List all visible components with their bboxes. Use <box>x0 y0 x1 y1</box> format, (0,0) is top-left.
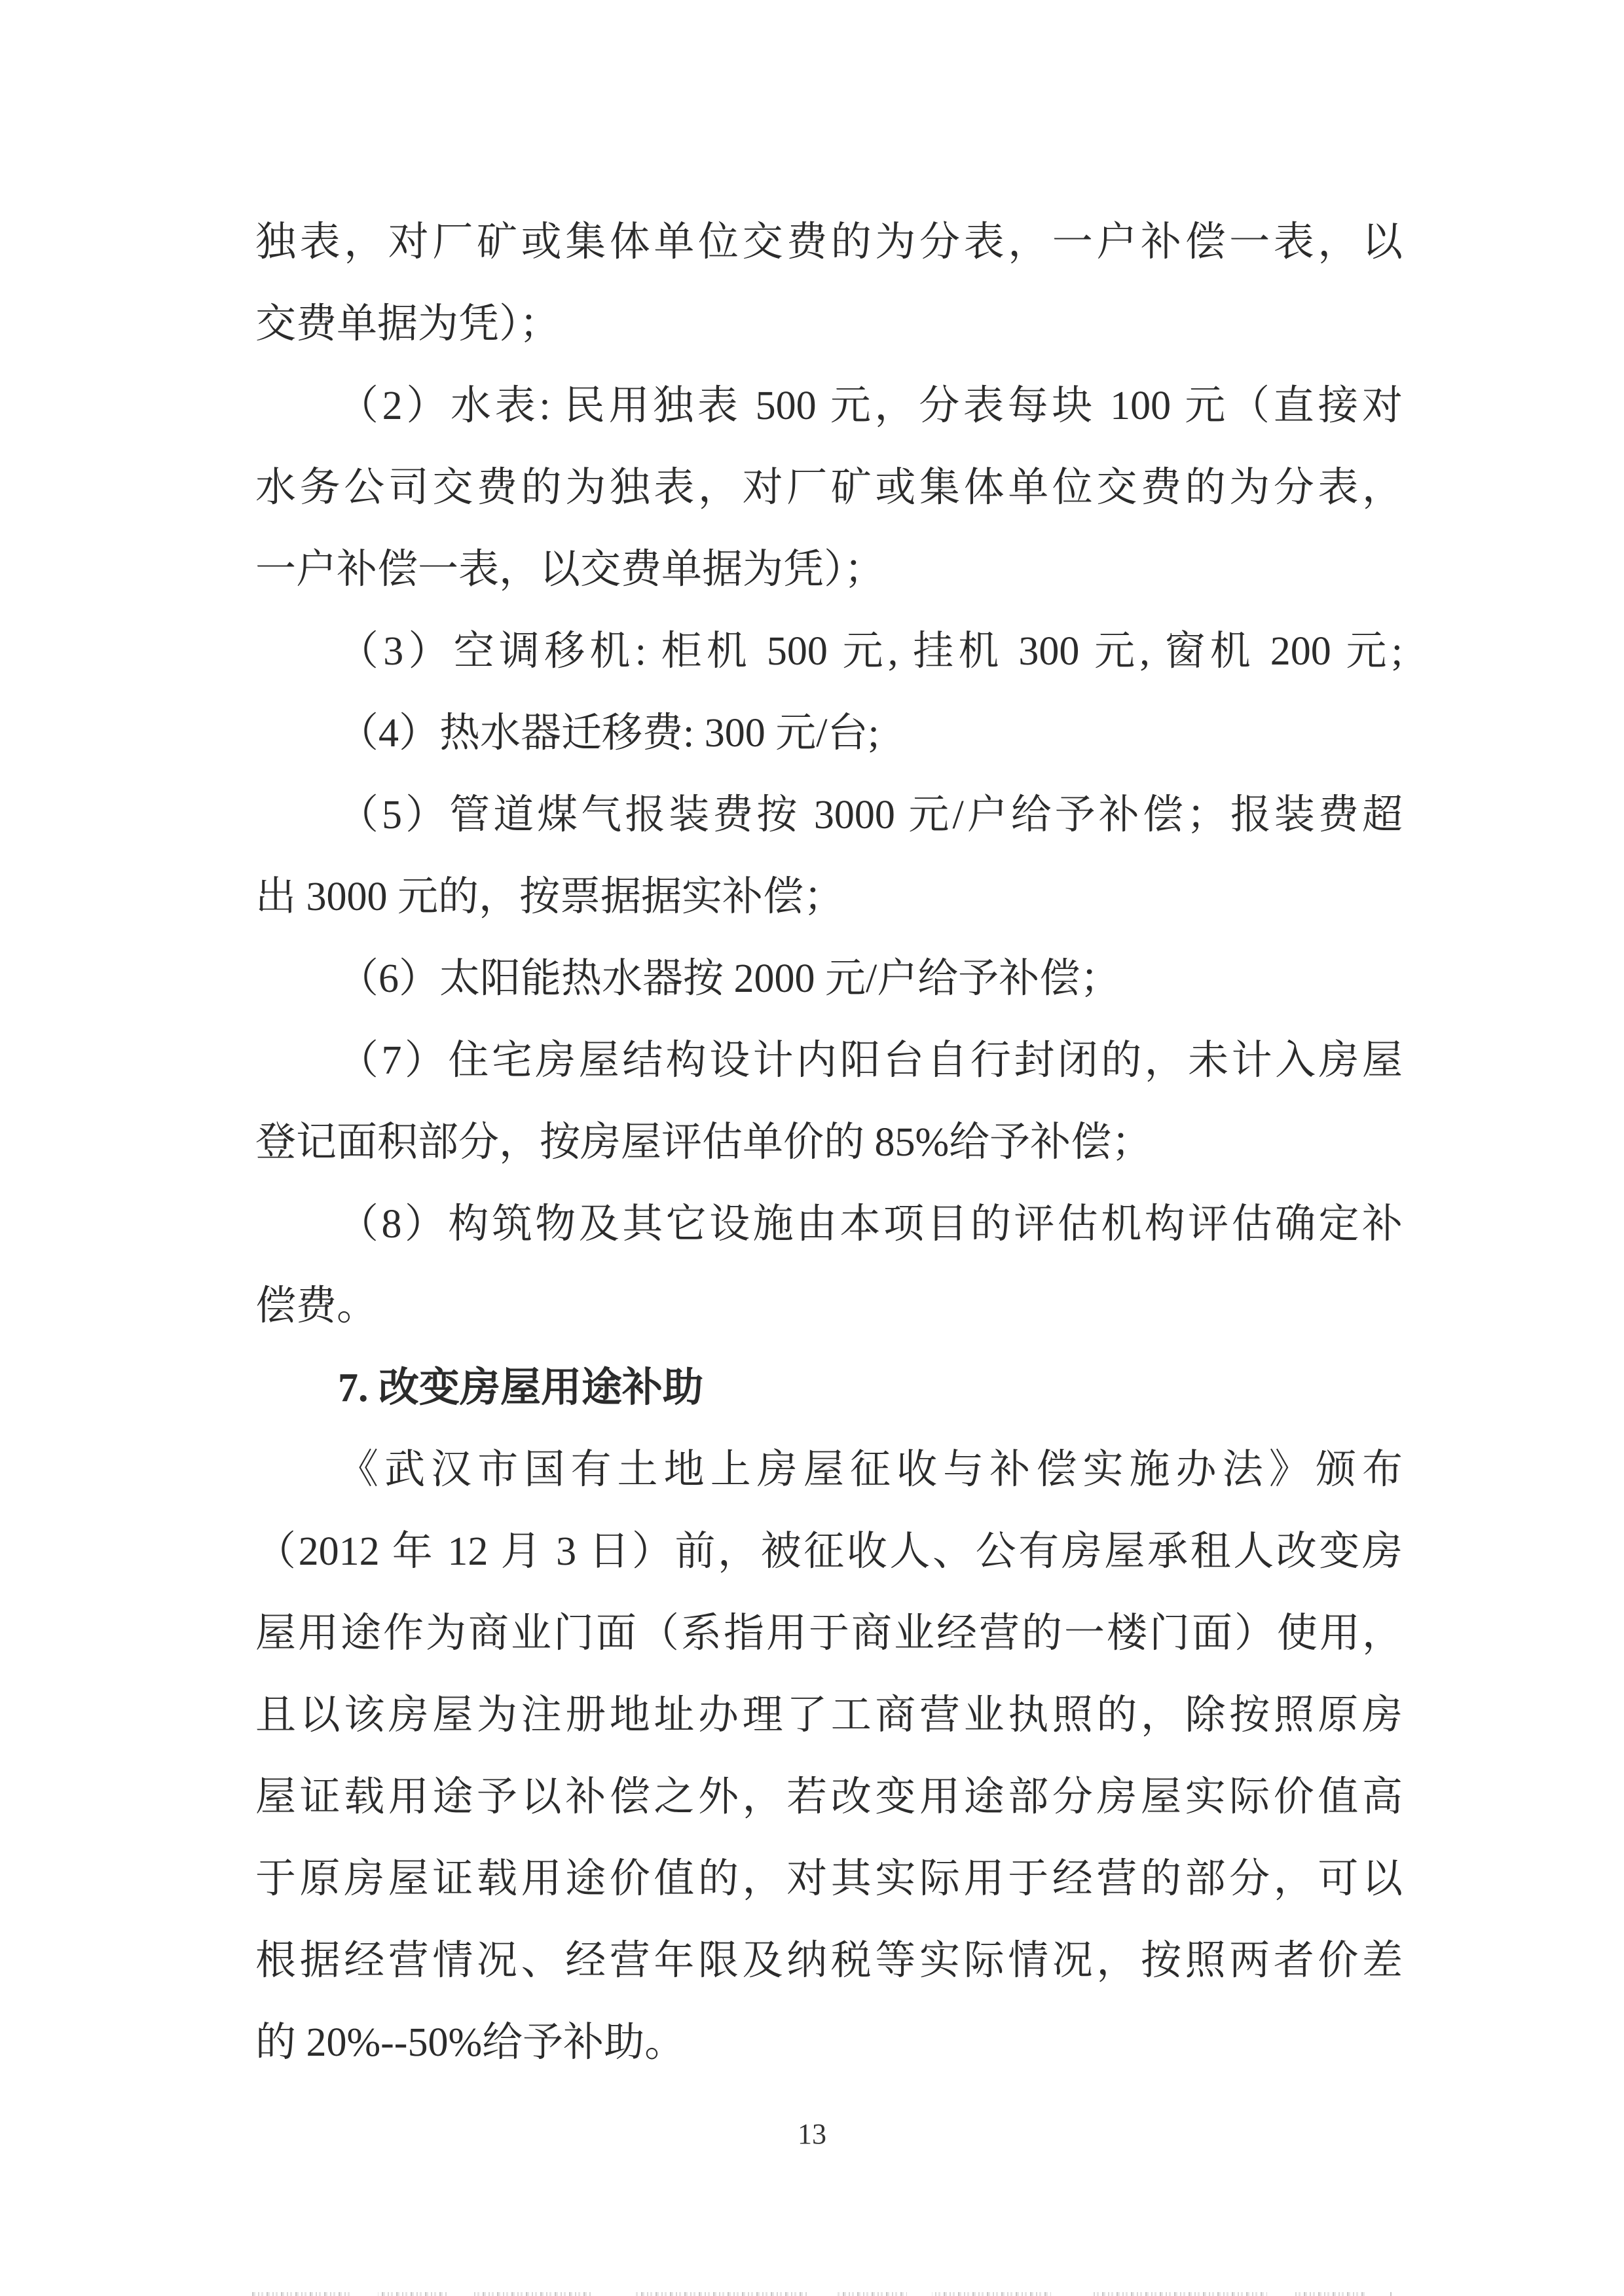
text-line: 水务公司交费的为独表，对厂矿或集体单位交费的为分表， <box>255 465 1403 510</box>
paragraph-item-8-other-structures <box>255 1184 1403 1347</box>
text-line: 偿费。 <box>255 1284 378 1328</box>
text-line: （2012 年 12 月 3 日）前，被征收人、公有房屋承租人改变房 <box>255 1529 1403 1574</box>
text-line: 出 3000 元的，按票据据实补偿； <box>255 875 845 919</box>
text-line: （3）空调移机: 柜机 500 元, 挂机 300 元, 窗机 200 元; <box>338 629 1403 674</box>
text-line: （8）构筑物及其它设施由本项目的评估机构评估确定补 <box>338 1202 1403 1247</box>
text-line: 《武汉市国有土地上房屋征收与补偿实施办法》颁布 <box>338 1448 1403 1492</box>
text-line: （7）住宅房屋结构设计内阳台自行封闭的，未计入房屋 <box>338 1038 1403 1083</box>
paragraph-electric-meter-continuation <box>255 202 1403 365</box>
text-line: 且以该房屋为注册地址办理了工商营业执照的，除按照原房 <box>255 1693 1403 1738</box>
paragraph-item-4-water-heater <box>255 693 1403 774</box>
heading-line: 7. 改变房屋用途补助 <box>338 1366 704 1410</box>
text-line: 一户补偿一表，以交费单据为凭）； <box>255 547 885 592</box>
text-line: 交费单据为凭）； <box>255 302 561 346</box>
text-line: 的 20%--50%给予补助。 <box>255 2020 686 2065</box>
text-line: （2）水表: 民用独表 500 元，分表每块 100 元（直接对 <box>338 384 1403 428</box>
text-line: 屋用途作为商业门面（系指用于商业经营的一楼门面）使用， <box>255 1611 1403 1656</box>
document-body <box>255 202 1403 2084</box>
text-line: 登记面积部分，按房屋评估单价的 85%给予补偿； <box>255 1120 1153 1165</box>
text-line: 于原房屋证载用途价值的，对其实际用于经营的部分，可以 <box>255 1857 1403 1901</box>
paragraph-item-3-ac-relocation <box>255 611 1403 693</box>
text-line: （6）太阳能热水器按 2000 元/户给予补偿； <box>338 957 1121 1001</box>
text-line: 屋证载用途予以补偿之外，若改变用途部分房屋实际价值高 <box>255 1775 1403 1819</box>
text-line: （5）管道煤气报装费按 3000 元/户给予补偿；报装费超 <box>338 793 1403 837</box>
paragraph-item-6-solar-heater <box>255 938 1403 1020</box>
section-heading-7-usage-change-subsidy <box>255 1347 1403 1429</box>
page-number: 13 <box>798 2118 826 2150</box>
paragraph-item-2-water-meter <box>255 365 1403 611</box>
text-line: 根据经营情况、经营年限及纳税等实际情况，按照两者价差 <box>255 1939 1403 1983</box>
text-line: 独表，对厂矿或集体单位交费的为分表，一户补偿一表，以 <box>255 220 1403 264</box>
paragraph-usage-change-policy <box>255 1429 1403 2084</box>
text-line: （4）热水器迁移费: 300 元/台; <box>338 711 879 756</box>
paragraph-item-7-enclosed-balcony <box>255 1020 1403 1184</box>
bottom-scan-artifact <box>252 2292 1392 2296</box>
paragraph-item-5-gas-installation <box>255 774 1403 938</box>
